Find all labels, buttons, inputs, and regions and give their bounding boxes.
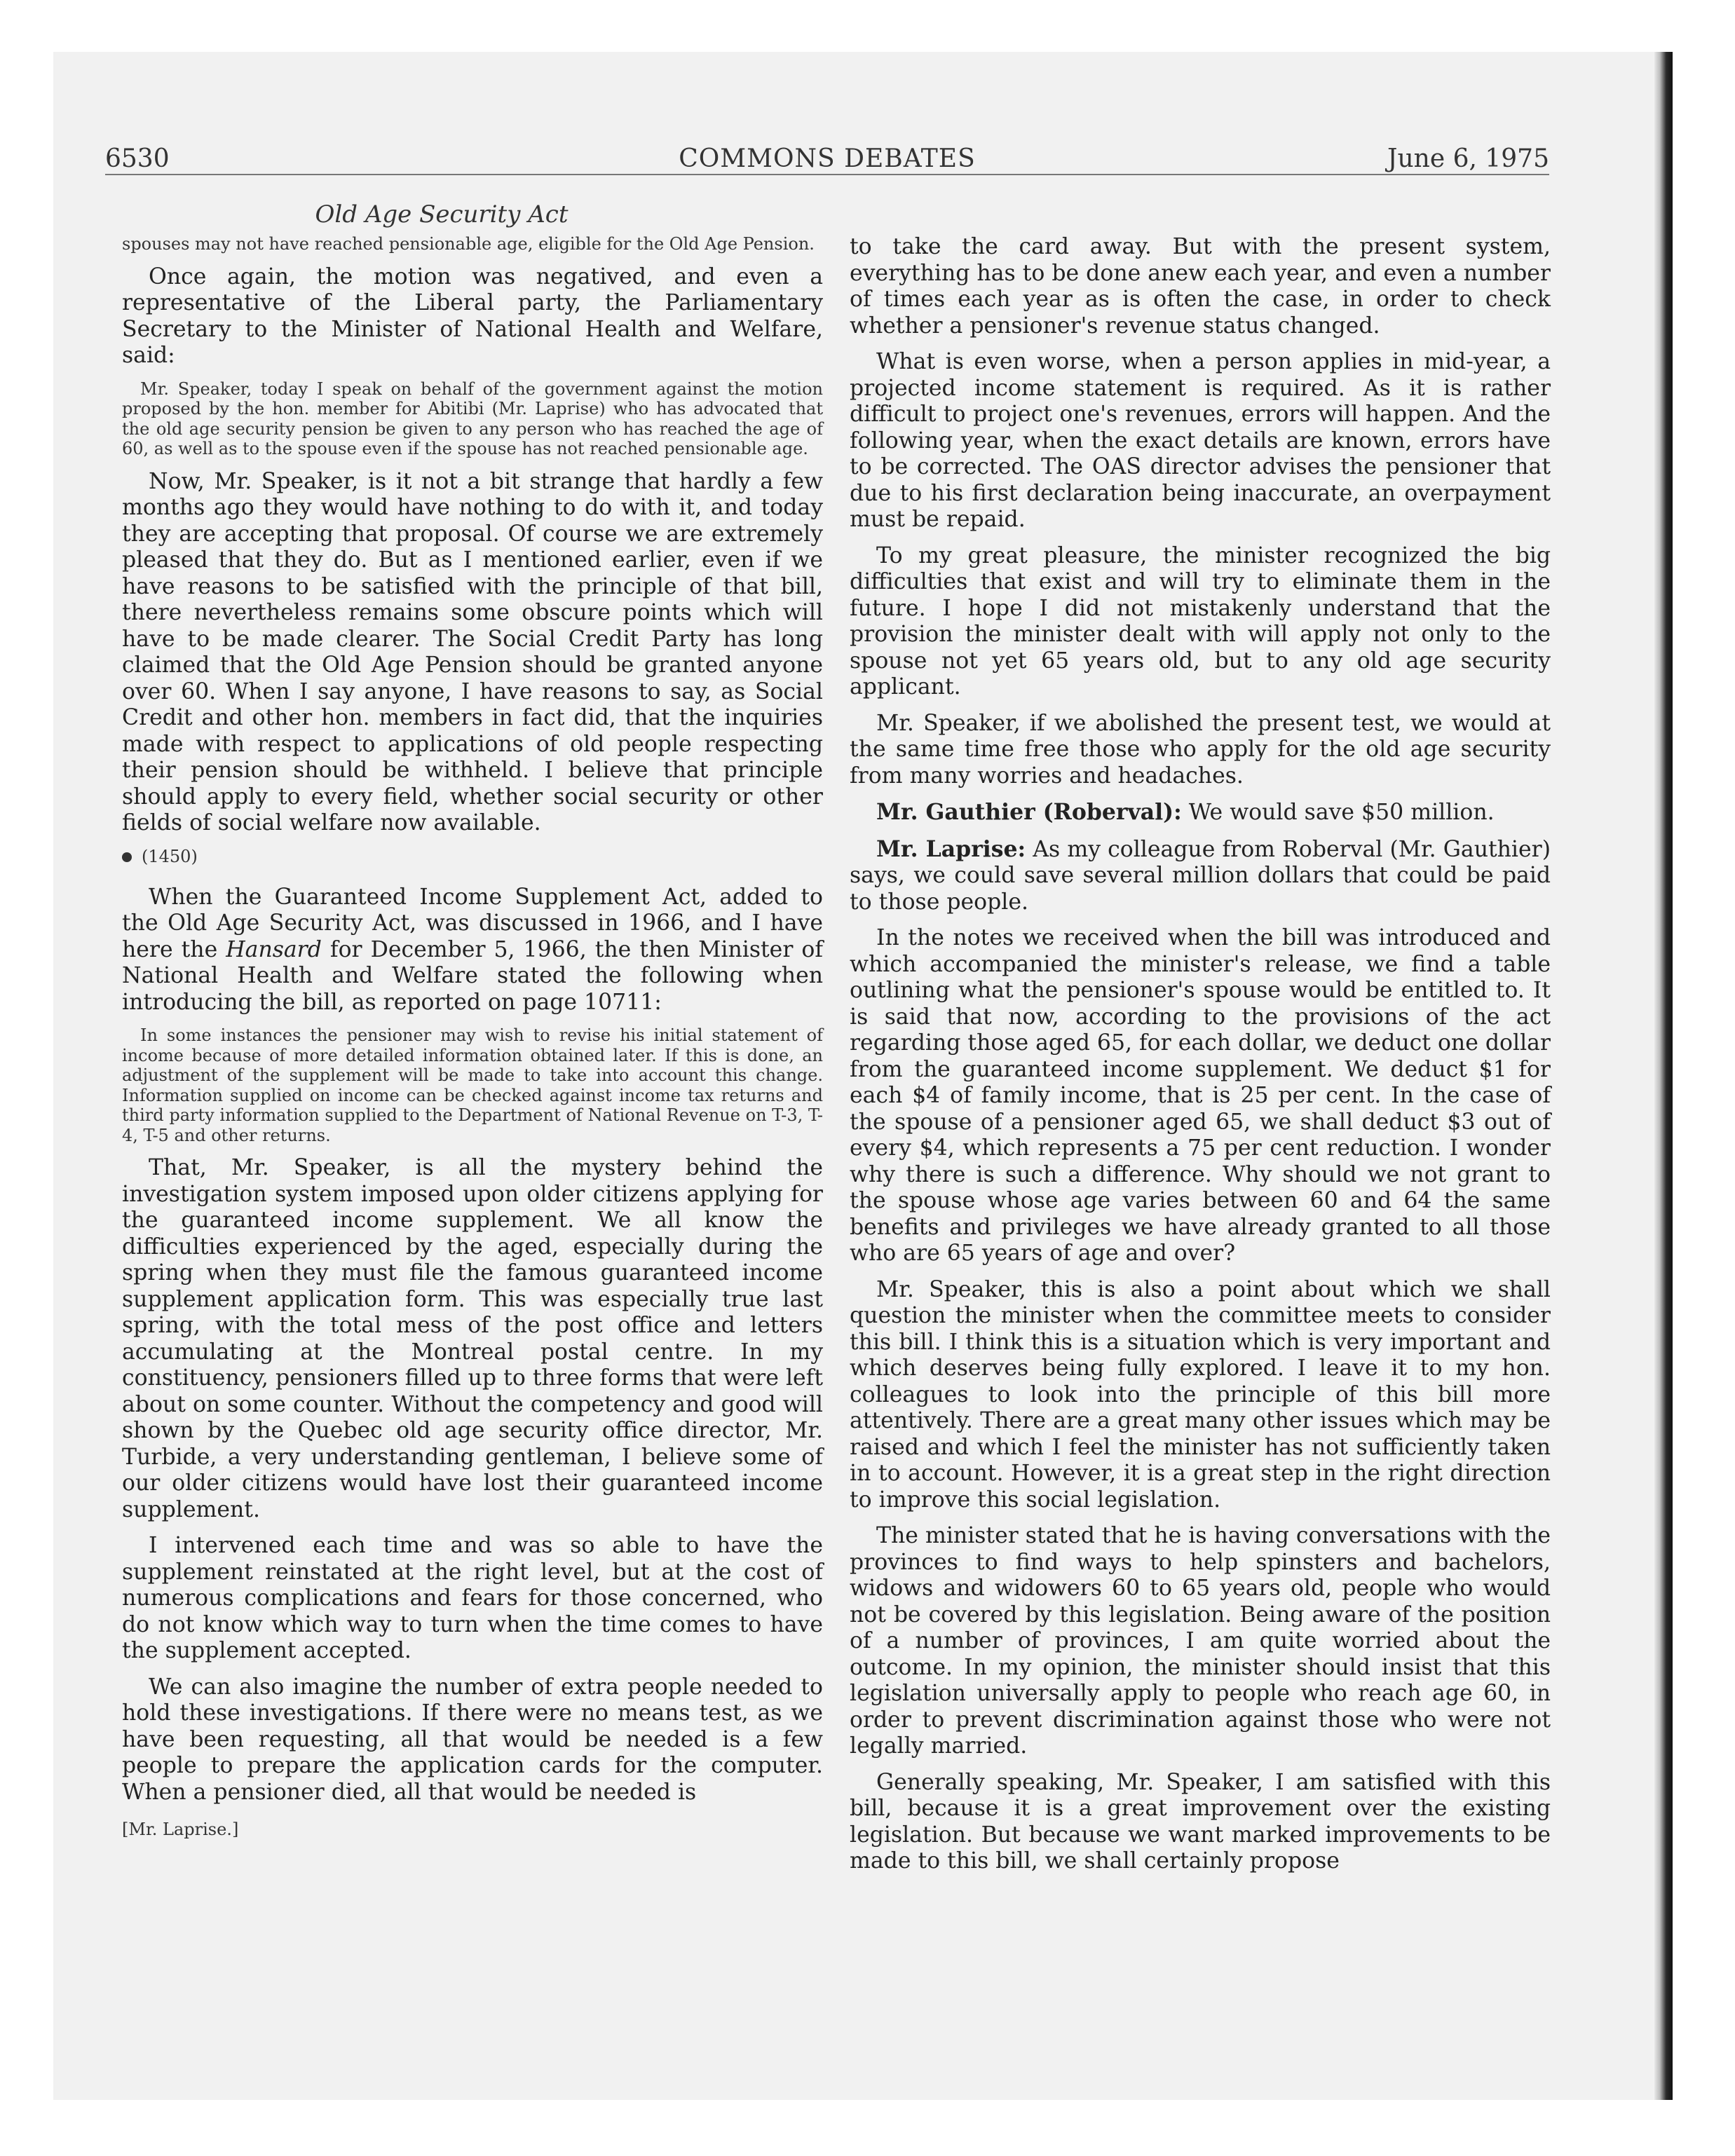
speaker-name: Mr. Gauthier (Roberval):: [876, 799, 1182, 825]
publication-title: COMMONS DEBATES: [679, 144, 976, 173]
paragraph: We can also imagine the number of extra people needed to hold these investigations. If there were no means test, as we have been requesting, all that would be needed is a few people to prepare the application cards for the computer. When a pensioner died, all that would be needed is: [122, 1674, 823, 1805]
scan-edge-shadow: [1654, 52, 1673, 2100]
page-number: 6530: [105, 144, 170, 173]
speaker-statement: [850, 799, 1551, 826]
right-column: [850, 234, 1551, 1885]
speaker-name: Mr. Laprise:: [876, 835, 1026, 862]
statement-text: As my colleague from Roberval (Mr. Gauthier) says, we could save several million dollars that could be paid to those people.: [850, 836, 1551, 915]
paragraph: Once again, the motion was negatived, and even a representative of the Liberal party, the Parliamentary Secretary to the Minister of National Health and Welfare, said:: [122, 264, 823, 368]
page-header: [105, 144, 1549, 177]
paragraph: The minister stated that he is having conversations with the provinces to find ways to help spinsters and bachelors, widows and widowers 60 to 65 years old, people who would not be covered by this legislation. Being aware of the position of a number of provinces, I am quite worried about the outcome. In my opinion, the minister should insist that this legislation universally apply to people who reach age 60, in order to prevent discrimination against those who were not legally married.: [850, 1523, 1551, 1759]
bullet-icon: [122, 852, 132, 862]
left-column: [122, 234, 823, 1839]
time-marker: [122, 847, 823, 866]
time-marker-label: (1450): [142, 846, 198, 866]
publication-date: June 6, 1975: [1387, 144, 1549, 173]
paragraph: Now, Mr. Speaker, is it not a bit strange that hardly a few months ago they would have nothing to do with it, and today they are accepting that proposal. Of course we are extremely pleased that they do. But as I mentioned earlier, even if we have reasons to be satisfied with the principle of that bill, there nevertheless remains some obscure points which will have to be made clearer. The Social Credit Party has long claimed that the Old Age Pension should be granted anyone over 60. When I say anyone, I have reasons to say, as Social Credit and other hon. members in fact did, that the inquiries made with respect to applications of old people respecting their pension should be withheld. I believe that principle should apply to every field, whether social security or other fields of social welfare now available.: [122, 468, 823, 835]
paragraph: [122, 885, 823, 1016]
block-quote: Mr. Speaker, today I speak on behalf of the government against the motion proposed by the hon. member for Abitibi (Mr. Laprise) who has advocated that the old age security pension be given to any person who has reached the age of 60, as well as to the spouse even if the spouse has not reached pensionable age.: [122, 378, 823, 458]
section-title: Old Age Security Act: [315, 200, 569, 228]
hansard-title: Hansard: [226, 936, 322, 962]
paragraph: In the notes we received when the bill was introduced and which accompanied the minister's release, we find a table outlining what the pensioner's spouse would be entitled to. It is said that now, according to the provisions of the act regarding those aged 65, for each dollar, we deduct one dollar from the guaranteed income supplement. We deduct $1 for each $4 of family income, that is 25 per cent. In the case of the spouse of a pensioner aged 65, we shall deduct $3 out of every $4, which represents a 75 per cent reduction. I wonder why there is such a difference. Why should we not grant to the spouse whose age varies between 60 and 64 the same benefits and privileges we have already granted to all those who are 65 years of age and over?: [850, 925, 1551, 1266]
paragraph-text: for December 5, 1966, the then Minister of National Health and Welfare stated the following when introducing the bill, as reported on page 10711:: [122, 936, 823, 1015]
speaker-attribution: [Mr. Laprise.]: [122, 1820, 239, 1839]
block-quote: In some instances the pensioner may wish to revise his initial statement of income because of more detailed information obtained later. If this is done, an adjustment of the supplement will be made to take into account this change. Information supplied on income can be checked against income tax returns and third party information supplied to the Department of National Revenue on T-3, T-4, T-5 and other returns.: [122, 1025, 823, 1145]
paragraph: Mr. Speaker, if we abolished the present test, we would at the same time free those who apply for the old age security from many worries and headaches.: [850, 710, 1551, 789]
paragraph: to take the card away. But with the present system, everything has to be done anew each year, and even a number of times each year as is often the case, in order to check whether a pensioner's revenue status changed.: [850, 234, 1551, 339]
speaker-statement: [850, 836, 1551, 916]
paragraph: That, Mr. Speaker, is all the mystery behind the investigation system imposed upon older citizens applying for the guaranteed income supplement. We all know the difficulties experienced by the aged, especially during the spring when they must file the famous guaranteed income supplement application form. This was especially true last spring, with the total mess of the post office and letters accumulating at the Montreal postal centre. In my constituency, pensioners filled up to three forms that were left about on some counter. Without the competency and good will shown by the Quebec old age security office director, Mr. Turbide, a very understanding gentleman, I believe some of our older citizens would have lost their guaranteed income supplement.: [122, 1155, 823, 1522]
paragraph: Generally speaking, Mr. Speaker, I am satisfied with this bill, because it is a great improvement over the existing legislation. But because we want marked improvements to be made to this bill, we shall certainly propose: [850, 1769, 1551, 1874]
continued-quote: spouses may not have reached pensionable age, eligible for the Old Age Pension.: [122, 234, 815, 254]
paragraph: I intervened each time and was so able to have the supplement reinstated at the right level, but at the cost of numerous complications and fears for those concerned, who do not know which way to turn when the time comes to have the supplement accepted.: [122, 1533, 823, 1663]
paragraph: Mr. Speaker, this is also a point about which we shall question the minister when the committee meets to consider this bill. I think this is a situation which is very important and which deserves being fully explored. I leave it to my hon. colleagues to look into the principle of this bill more attentively. There are a great many other issues which may be raised and which I feel the minister has not sufficiently taken in to account. However, it is a great step in the right direction to improve this social legislation.: [850, 1276, 1551, 1513]
paragraph-text: When the Guaranteed Income Supplement Act, added to the Old Age Security Act, was discussed in 1966, and I have here the: [122, 884, 823, 962]
header-rule: [105, 174, 1549, 175]
paragraph: To my great pleasure, the minister recognized the big difficulties that exist and will try to eliminate them in the future. I hope I did not mistakenly understand that the provision the minister dealt with will apply not only to the spouse not yet 65 years old, but to any old age security applicant.: [850, 543, 1551, 700]
paragraph: What is even worse, when a person applies in mid-year, a projected income statement is required. As it is rather difficult to project one's revenues, errors will happen. And the following year, when the exact details are known, errors have to be corrected. The OAS director advises the pensioner that due to his first declaration being inaccurate, an overpayment must be repaid.: [850, 349, 1551, 532]
statement-text: We would save $50 million.: [1181, 800, 1495, 825]
